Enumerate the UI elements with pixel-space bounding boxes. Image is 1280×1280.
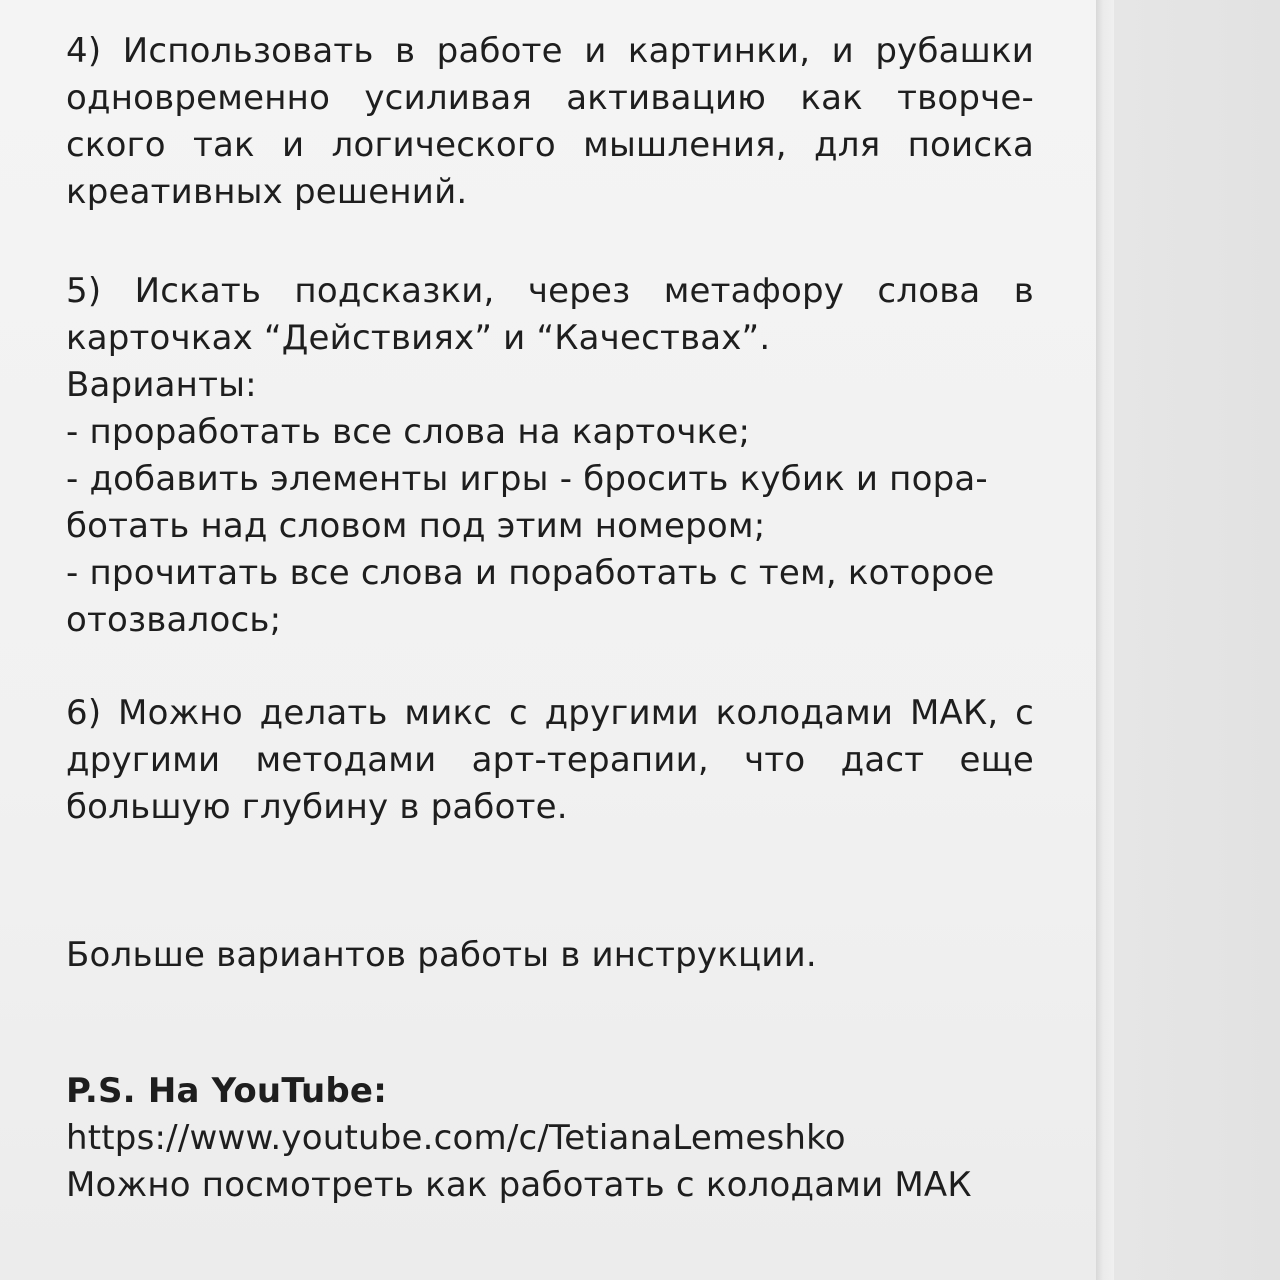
item-6-line: большую глубину в работе. [66,787,568,827]
item-4-line: креативных решений. [66,172,468,212]
background-page [1114,0,1280,1280]
item-4-paragraph [66,28,1034,216]
more-variants-paragraph [66,932,1034,979]
item-6-paragraph [66,690,1034,831]
ps-section [66,1068,1034,1209]
item-5-list-item: - прочитать все слова и поработать с тем, которое [66,553,995,593]
item-4-line: одновременно усиливая активацию как творче- [66,78,1034,118]
more-variants-text: Больше вариантов работы в инструкции. [66,935,817,975]
item-5-line: карточках “Действиях” и “Качествах”. [66,318,771,358]
card-edge [1096,0,1114,1280]
item-6-line: другими методами арт-терапии, что даст еще [66,740,1034,780]
item-5-paragraph [66,268,1034,644]
youtube-url: https://www.youtube.com/c/TetianaLemeshko [66,1118,846,1158]
item-5-line: 5) Искать подсказки, через метафору слова в [66,271,1034,311]
item-5-list-item: ботать над словом под этим номером; [66,506,766,546]
ps-heading: P.S. На YouTube: [66,1071,387,1111]
item-5-line: Варианты: [66,365,257,405]
ps-note: Можно посмотреть как работать с колодами МАК [66,1165,972,1205]
item-6-line: 6) Можно делать микс с другими колодами МАК, с [66,693,1034,733]
item-5-list-item: отозвалось; [66,600,282,640]
item-5-list-item: - добавить элементы игры - бросить кубик и пора- [66,459,988,499]
item-4-line: 4) Использовать в работе и картинки, и рубашки [66,31,1034,71]
item-5-list-item: - проработать все слова на карточке; [66,412,751,452]
item-4-line: ского так и логического мышления, для поиска [66,125,1034,165]
